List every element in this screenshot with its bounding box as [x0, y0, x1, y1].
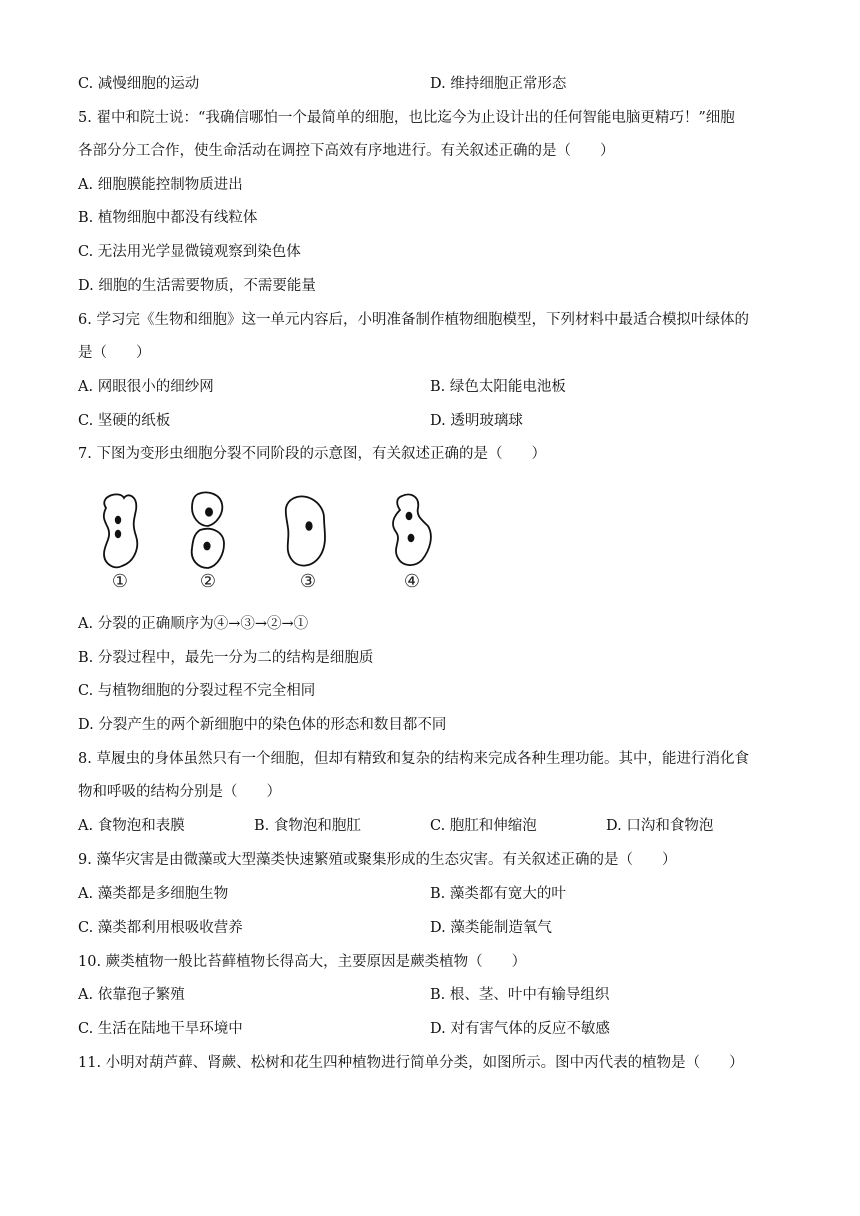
q7-stem: 7. 下图为变形虫细胞分裂不同阶段的示意图，有关叙述正确的是（ ） [78, 446, 546, 462]
amoeba-stage-2 [192, 492, 224, 568]
figure-label-2: ② [199, 571, 217, 592]
amoeba-stage-3 [286, 496, 325, 565]
q6-stem-line1: 6. 学习完《生物和细胞》这一单元内容后，小明准备制作植物细胞模型，下列材料中最适合模拟叶绿体的 [78, 312, 749, 328]
q10-stem: 10. 蕨类植物一般比苔藓植物长得高大，主要原因是蕨类植物（ ） [78, 954, 527, 970]
q6-option-c: C. 坚硬的纸板 [78, 413, 171, 429]
q7-option-d: D. 分裂产生的两个新细胞中的染色体的形态和数目都不同 [78, 717, 447, 733]
q5-option-b: B. 植物细胞中都没有线粒体 [78, 210, 258, 226]
q10-option-a: A. 依靠孢子繁殖 [78, 987, 185, 1003]
q8-stem-line2: 物和呼吸的结构分别是（ ） [78, 784, 281, 800]
amoeba-division-figure [84, 486, 444, 592]
q6-option-d: D. 透明玻璃球 [430, 413, 523, 429]
q8-option-a: A. 食物泡和表膜 [78, 818, 185, 834]
q9-stem: 9. 藻华灾害是由微藻或大型藻类快速繁殖或聚集形成的生态灾害。有关叙述正确的是（ ） [78, 852, 677, 868]
figure-label-1: ① [111, 571, 129, 592]
q6-option-a: A. 网眼很小的细纱网 [78, 379, 214, 395]
q9-option-c: C. 藻类都利用根吸收营养 [78, 920, 243, 936]
amoeba-stage-4 [393, 495, 431, 566]
q9-option-b: B. 藻类都有宽大的叶 [430, 886, 566, 902]
q5-option-c: C. 无法用光学显微镜观察到染色体 [78, 244, 301, 260]
q7-option-a: A. 分裂的正确顺序为④→③→②→① [78, 616, 309, 632]
q8-option-b: B. 食物泡和胞肛 [254, 818, 361, 834]
figure-label-3: ③ [299, 571, 317, 592]
q10-option-c: C. 生活在陆地干旱环境中 [78, 1021, 243, 1037]
amoeba-stage-1 [104, 494, 137, 567]
q6-stem-line2: 是（ ） [78, 345, 151, 361]
q8-stem-line1: 8. 草履虫的身体虽然只有一个细胞，但却有精致和复杂的结构来完成各种生理功能。其中，能进行消化食 [78, 751, 749, 767]
q10-option-d: D. 对有害气体的反应不敏感 [430, 1021, 610, 1037]
q9-option-a: A. 藻类都是多细胞生物 [78, 886, 229, 902]
figure-label-4: ④ [403, 571, 421, 592]
q7-option-b: B. 分裂过程中，最先一分为二的结构是细胞质 [78, 650, 374, 666]
q4-option-c: C. 减慢细胞的运动 [78, 76, 200, 92]
q5-stem-line1: 5. 翟中和院士说：“我确信哪怕一个最简单的细胞，也比迄今为止设计出的任何智能电脑更精巧！”细胞 [78, 110, 735, 126]
q4-option-d: D. 维持细胞正常形态 [430, 76, 567, 92]
q5-option-a: A. 细胞膜能控制物质进出 [78, 177, 243, 193]
q8-option-c: C. 胞肛和伸缩泡 [430, 818, 537, 834]
q11-stem: 11. 小明对葫芦藓、肾蕨、松树和花生四种植物进行简单分类，如图所示。图中丙代表的植物是（ ） [78, 1055, 744, 1071]
q8-option-d: D. 口沟和食物泡 [606, 818, 714, 834]
q6-option-b: B. 绿色太阳能电池板 [430, 379, 566, 395]
q5-stem-line2: 各部分分工合作，使生命活动在调控下高效有序地进行。有关叙述正确的是（ ） [78, 143, 615, 159]
q9-option-d: D. 藻类能制造氧气 [430, 920, 552, 936]
q5-option-d: D. 细胞的生活需要物质，不需要能量 [78, 278, 316, 294]
q10-option-b: B. 根、茎、叶中有输导组织 [430, 987, 610, 1003]
q7-option-c: C. 与植物细胞的分裂过程不完全相同 [78, 683, 316, 699]
